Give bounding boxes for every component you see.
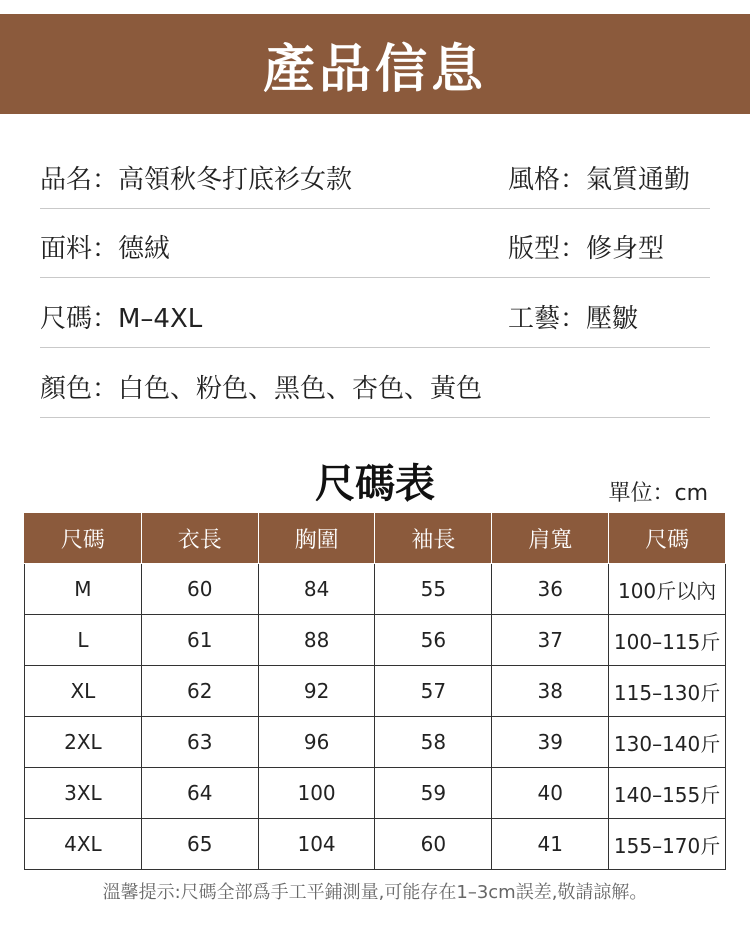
table-cell: 100 <box>258 768 375 819</box>
info-row-colors <box>40 348 710 418</box>
table-cell: 64 <box>141 768 258 819</box>
table-cell: 55 <box>375 564 492 615</box>
table-row <box>25 768 726 819</box>
table-cell: 92 <box>258 666 375 717</box>
table-cell: XL <box>25 666 142 717</box>
size-table <box>24 512 726 870</box>
table-cell: 60 <box>141 564 258 615</box>
product-colors: 顏色：白色、粉色、黑色、杏色、黃色 <box>40 374 483 404</box>
header-banner <box>0 14 750 114</box>
column-header: 肩寬 <box>492 513 609 564</box>
table-cell: 140–155斤 <box>609 768 726 819</box>
column-header: 尺碼 <box>25 513 142 564</box>
product-style: 風格：氣質通勤 <box>508 165 691 195</box>
info-row-size-craft <box>40 278 710 348</box>
size-chart-heading: 尺碼表 <box>315 461 435 507</box>
info-row-fabric-fit <box>40 208 710 278</box>
table-cell: 104 <box>258 819 375 870</box>
product-name: 品名：高領秋冬打底衫女款 <box>40 165 353 195</box>
table-cell: 36 <box>492 564 609 615</box>
table-cell: 3XL <box>25 768 142 819</box>
product-craft: 工藝：壓皺 <box>508 304 639 334</box>
product-fabric: 面料：德絨 <box>40 234 171 264</box>
column-header: 尺碼 <box>609 513 726 564</box>
table-cell: 88 <box>258 615 375 666</box>
measurement-note: 溫馨提示:尺碼全部爲手工平鋪測量,可能存在1–3cm誤差,敬請諒解。 <box>102 882 648 903</box>
table-cell: 100斤以內 <box>609 564 726 615</box>
column-header: 袖長 <box>375 513 492 564</box>
table-cell: 115–130斤 <box>609 666 726 717</box>
table-cell: 58 <box>375 717 492 768</box>
table-cell: 84 <box>258 564 375 615</box>
table-cell: 61 <box>141 615 258 666</box>
table-cell: 56 <box>375 615 492 666</box>
table-row <box>25 717 726 768</box>
table-cell: 130–140斤 <box>609 717 726 768</box>
table-cell: 37 <box>492 615 609 666</box>
table-cell: 59 <box>375 768 492 819</box>
info-row-name-style <box>40 139 710 209</box>
table-cell: 38 <box>492 666 609 717</box>
table-cell: M <box>25 564 142 615</box>
page-title: 產品信息 <box>262 39 487 100</box>
column-header: 衣長 <box>141 513 258 564</box>
table-cell: 57 <box>375 666 492 717</box>
table-cell: 63 <box>141 717 258 768</box>
size-chart-unit: 單位：cm <box>608 481 708 506</box>
table-cell: 96 <box>258 717 375 768</box>
table-cell: 4XL <box>25 819 142 870</box>
table-row <box>25 564 726 615</box>
table-cell: 62 <box>141 666 258 717</box>
table-cell: 60 <box>375 819 492 870</box>
product-sizes: 尺碼：M–4XL <box>40 304 203 334</box>
table-row <box>25 819 726 870</box>
table-cell: 2XL <box>25 717 142 768</box>
product-fit: 版型：修身型 <box>508 234 665 264</box>
table-cell: 39 <box>492 717 609 768</box>
table-row <box>25 615 726 666</box>
table-cell: 40 <box>492 768 609 819</box>
table-cell: 155–170斤 <box>609 819 726 870</box>
table-row <box>25 666 726 717</box>
column-header: 胸圍 <box>258 513 375 564</box>
table-cell: 100–115斤 <box>609 615 726 666</box>
size-table-header-row <box>25 513 726 564</box>
table-cell: 65 <box>141 819 258 870</box>
table-cell: L <box>25 615 142 666</box>
table-cell: 41 <box>492 819 609 870</box>
